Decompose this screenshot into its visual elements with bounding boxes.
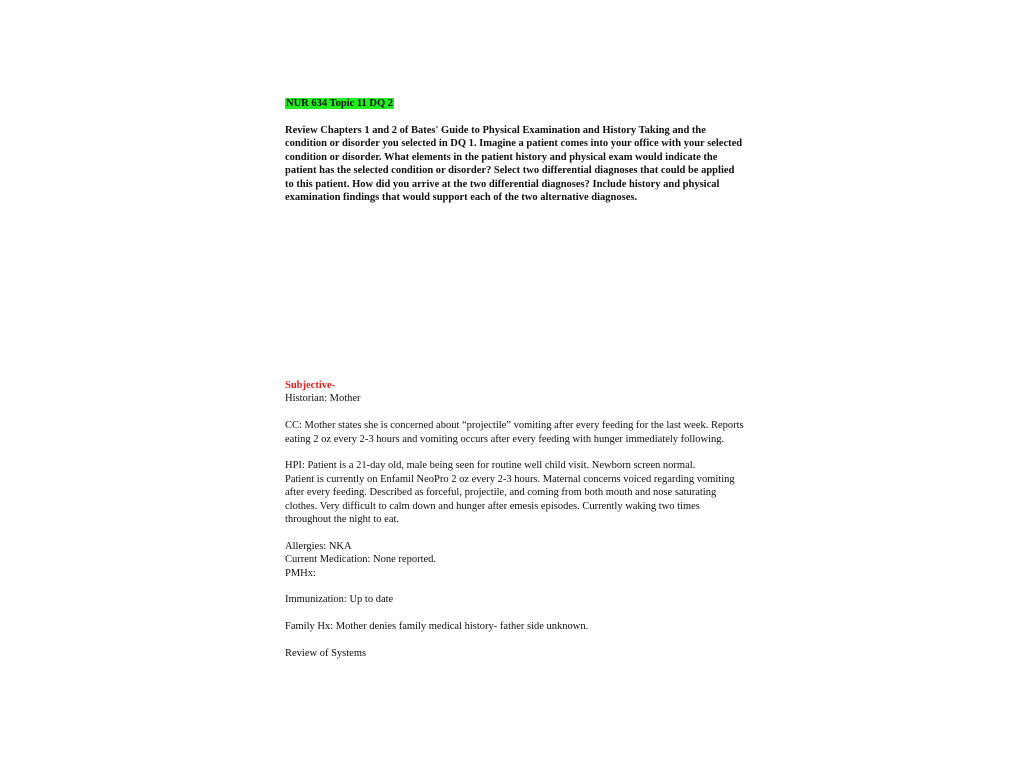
hpi-paragraph-2: Patient is currently on Enfamil NeoPro 2 oz every 2-3 hours. Maternal concerns voiced regarding vomiting after every feeding. Described as forceful, projectile, and coming from both mouth and nose saturating clothes. Very difficult to calm down and hunger after emesis episodes. Currently waking two times throughout the night to eat.	[285, 473, 735, 526]
family-history-line: Family Hx: Mother denies family medical history- father side unknown.	[285, 621, 589, 633]
document-title	[285, 97, 745, 110]
spacer	[285, 406, 745, 419]
hpi-paragraph-1: HPI: Patient is a 21-day old, male being seen for routine well child visit. Newborn screen normal.	[285, 460, 696, 472]
patient-notes	[285, 379, 745, 660]
review-of-systems-line: Review of Systems	[285, 648, 367, 660]
medication-line: Current Medication: None reported.	[285, 554, 437, 566]
title-highlight: NUR 634 Topic 11 DQ 2	[286, 98, 394, 109]
spacer	[285, 580, 745, 593]
discussion-prompt: Review Chapters 1 and 2 of Bates' Guide to Physical Examination and History Taking and the condition or disorder you selected in DQ 1. Imagine a patient comes into your office with your selected condition or disorder. What elements in the patient history and physical exam would indicate the patient has the selected condition or disorder? Select two differential diagnoses that could be applied to this patient. How did you arrive at the two differential diagnoses? Include history and physical examination findings that would support each of the two alternative diagnoses.	[285, 125, 743, 204]
spacer	[285, 446, 745, 459]
pmhx-line: PMHx:	[285, 567, 316, 579]
historian-line: Historian: Mother	[285, 393, 361, 405]
chief-complaint: CC: Mother states she is concerned about “projectile” vomiting after every feeding for the last week. Reports eating 2 oz every 2-3 hours and vomiting occurs after every feeding with hunger immediately following.	[285, 420, 744, 445]
spacer	[285, 526, 745, 539]
allergies-line: Allergies: NKA	[285, 540, 352, 552]
immunization-line: Immunization: Up to date	[285, 594, 394, 606]
spacer	[285, 634, 745, 647]
spacer	[285, 607, 745, 620]
subjective-heading: Subjective-	[285, 380, 336, 391]
